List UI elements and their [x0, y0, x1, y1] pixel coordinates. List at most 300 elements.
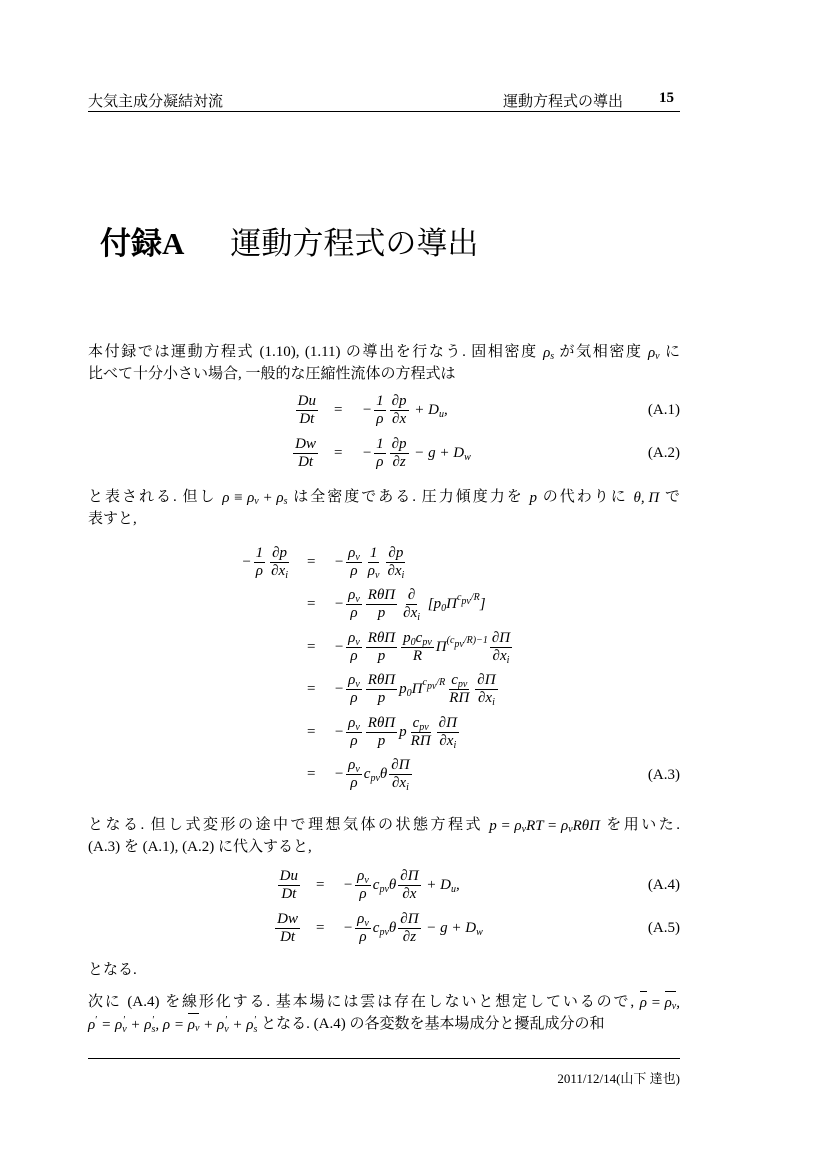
math-text: ∂ [391, 775, 400, 791]
subscript: s [283, 495, 288, 507]
superscripted-symbol [446, 592, 480, 613]
subscript: i [406, 782, 409, 793]
numerator [406, 587, 417, 605]
subscripted-symbol [399, 681, 412, 698]
subscript: v [364, 917, 369, 929]
numerator [346, 545, 362, 563]
subscripted-symbol [543, 342, 554, 364]
denominator [401, 605, 422, 622]
fraction [390, 436, 409, 471]
math-symbol: p [403, 629, 411, 646]
subscript: v [568, 823, 573, 835]
fraction [389, 757, 411, 792]
equals-sign: = [316, 919, 325, 936]
math-text: Dt [298, 453, 314, 470]
subscript: 0 [441, 603, 447, 614]
subscript: pv [422, 636, 432, 648]
denominator [491, 648, 512, 665]
subscript: v [355, 679, 360, 690]
math-text: − [362, 444, 373, 461]
equation-A3-row [0, 541, 826, 583]
math-text: − [343, 919, 354, 936]
subscripted-symbol [561, 815, 573, 837]
fraction [355, 911, 371, 946]
math-symbol: ρ [357, 910, 365, 927]
math-text: ρ ≡ [222, 489, 248, 506]
fraction [390, 393, 409, 428]
math-text: ρ [350, 775, 358, 791]
numerator [346, 672, 362, 690]
math-text: + [126, 1016, 145, 1033]
math-text: ρ [376, 410, 384, 427]
math-text: Du [297, 392, 316, 409]
denominator [279, 886, 298, 903]
denominator [374, 411, 385, 428]
numerator [254, 545, 266, 563]
math-symbol: ρ [187, 1017, 195, 1034]
math-text: + [199, 1016, 218, 1033]
subscripted-symbol [500, 648, 509, 665]
math-text: RθΠ [367, 672, 396, 688]
math-text: ρ [639, 995, 647, 1012]
numerator [411, 715, 431, 733]
subscript: pv [457, 679, 468, 690]
math-text: ∂z [392, 453, 406, 470]
fraction [346, 757, 362, 792]
subscripted-symbol [428, 402, 444, 419]
subscripted-symbol [217, 1014, 229, 1036]
numerator [401, 630, 434, 648]
math-text: /R [470, 592, 480, 603]
equation-rhs [334, 541, 408, 583]
denominator [366, 563, 382, 580]
subscripted-symbol [434, 596, 447, 613]
numerator [389, 757, 411, 775]
subscript: s [151, 1023, 156, 1035]
numerator [346, 715, 362, 733]
fraction [275, 911, 300, 946]
subscript: v [355, 721, 360, 733]
paragraph-result-line [88, 959, 680, 981]
math-text: ∂ [407, 587, 416, 603]
math-symbol: p [399, 681, 407, 697]
subscript: u [439, 408, 445, 420]
paragraph-substitution-text: となる. 但し式変形の途中で理想気体の状態方程式 [88, 817, 490, 833]
math-text: ∂Π [438, 714, 457, 731]
equals-sign: = [316, 876, 325, 893]
fraction [366, 715, 397, 750]
equation-A1 [0, 389, 826, 431]
denominator [376, 733, 388, 750]
math-text: 1 [369, 544, 378, 561]
math-text: ∂Π [391, 757, 410, 773]
math-symbol: ρ [88, 1016, 96, 1033]
math-symbol: c [451, 672, 458, 688]
equals-sign: = [307, 723, 316, 740]
math-symbol: ρ [357, 867, 365, 884]
equation-rhs [362, 389, 448, 431]
subscript: 0 [410, 636, 416, 648]
subscript: w [464, 451, 471, 463]
equation-number: (A.1) [647, 402, 680, 418]
math-text: ∂p [388, 544, 404, 561]
fraction [366, 587, 397, 622]
equation-lhs [294, 389, 320, 431]
denominator [390, 775, 411, 792]
paragraph-linearization-text: となる. (A.4) の各変数を基本場成分と擾乱成分の和 [257, 1016, 605, 1032]
footer-rule [88, 1058, 680, 1059]
subscripted-symbol [373, 920, 389, 937]
fraction [366, 672, 397, 707]
subscripted-symbol [348, 715, 360, 732]
numerator [366, 630, 397, 648]
paragraph-result-text: となる. [88, 962, 137, 978]
equals-sign: = [334, 444, 343, 461]
subscripted-symbol [449, 634, 464, 650]
math-text: p = [489, 817, 515, 834]
fraction [346, 715, 362, 750]
subscripted-symbol [357, 911, 369, 928]
fraction [437, 715, 459, 750]
math-text: , [456, 876, 460, 893]
math-symbol: ρ [348, 672, 356, 688]
subscript: pv [426, 681, 437, 692]
denominator [437, 733, 458, 750]
numerator [346, 757, 362, 775]
math-text: ∂ [271, 562, 279, 579]
subscript: v [374, 569, 380, 581]
math-text: ( [446, 634, 450, 646]
numerator [368, 545, 380, 563]
inline-math [88, 1013, 257, 1036]
subscript: 0 [406, 688, 412, 699]
math-symbol: ρ [348, 714, 356, 731]
math-text: R [412, 647, 423, 664]
math-text: ρ [255, 562, 263, 579]
math-text: ∂ [439, 732, 447, 749]
equation-rhs [334, 711, 461, 753]
math-text: − g + [422, 919, 466, 936]
subscripted-symbol [348, 757, 360, 774]
math-text: − [334, 766, 345, 782]
fraction [254, 545, 266, 580]
math-text: ∂x [392, 410, 407, 427]
math-text: + [410, 401, 429, 418]
subscripted-symbol [276, 487, 287, 509]
denominator [385, 563, 406, 580]
math-symbol: x [485, 690, 493, 706]
inline-math [634, 487, 660, 509]
numerator [366, 587, 397, 605]
subscript: i [401, 569, 405, 581]
math-symbol: c [412, 714, 420, 731]
math-symbol: c [415, 629, 423, 646]
equation-rhs [334, 754, 414, 796]
subscript: i [506, 654, 510, 666]
numerator [374, 393, 386, 411]
paragraph-intro-text: 比べて十分小さい場合, 一般的な圧縮性流体の方程式は [88, 366, 456, 382]
equation-number: (A.4) [647, 877, 680, 893]
math-symbol: x [499, 647, 507, 664]
math-text: p [377, 732, 386, 749]
math-text: p [377, 647, 386, 664]
subscripted-symbol [115, 1014, 127, 1036]
math-text: [ [424, 596, 434, 612]
math-symbol: ρ [246, 1016, 254, 1033]
math-text: = [646, 994, 665, 1011]
math-symbol: ρ [367, 562, 375, 579]
math-text: ∂p [391, 435, 407, 452]
math-text: ] [479, 596, 486, 612]
overlined-symbol [665, 991, 677, 1014]
denominator [374, 454, 385, 471]
subscript: v [355, 764, 360, 775]
math-text: RθΠ [367, 714, 396, 731]
math-text: ∂p [272, 544, 288, 561]
math-text: ∂Π [400, 867, 419, 884]
math-text: + [422, 876, 441, 893]
subscripted-symbol [357, 868, 369, 885]
fraction [401, 587, 422, 622]
fraction [401, 630, 434, 665]
paragraph-definition-line [88, 508, 680, 530]
math-text: − [343, 876, 354, 893]
math-text: ∂ [387, 562, 395, 579]
paragraph-linearization-line [88, 1013, 680, 1035]
subscript: s [253, 1023, 258, 1035]
fraction [278, 868, 300, 903]
math-text: ∂p [391, 392, 407, 409]
superscript: ′ [123, 1014, 126, 1026]
subscripted-symbol [364, 766, 380, 783]
fraction [293, 436, 318, 471]
subscript: pv [370, 773, 380, 784]
math-symbol: ρ [560, 817, 569, 834]
math-text: ρ [350, 605, 358, 621]
math-symbol: D [428, 401, 440, 418]
math-text: − [334, 638, 345, 655]
math-symbol: c [372, 876, 380, 893]
denominator [278, 929, 297, 946]
subscripted-symbol [422, 677, 437, 692]
subscripted-symbol [348, 672, 360, 689]
subscripted-symbol [368, 563, 380, 580]
overlined-symbol [188, 1013, 200, 1036]
math-symbol: p [433, 596, 442, 612]
subscripted-symbol [648, 342, 660, 364]
math-text: − [362, 401, 373, 418]
math-text: Dt [299, 410, 315, 427]
numerator [355, 911, 371, 929]
math-symbol: ρ [543, 344, 551, 361]
math-symbol: c [456, 592, 462, 603]
numerator [390, 393, 409, 411]
numerator [437, 715, 459, 733]
fraction [355, 868, 371, 903]
paragraph-substitution-text: (A.3) を (A.1), (A.2) に代入すると, [88, 839, 312, 855]
superscript [446, 634, 488, 650]
numerator [296, 393, 318, 411]
paragraph-linearization-text: 次に (A.4) を線形化する. 基本場には雲は存在しないと想定しているので, [88, 994, 640, 1010]
fraction [490, 630, 512, 665]
subscript: pv [419, 721, 429, 733]
fraction [346, 545, 362, 580]
math-text: RθΠ [367, 629, 396, 646]
equation-A3-row [0, 669, 826, 711]
equation-A3-row [0, 754, 826, 796]
superscript: ′ [225, 1014, 228, 1026]
subscripted-symbol [440, 877, 456, 894]
math-text: ∂z [402, 928, 417, 945]
superscript [456, 592, 480, 607]
fraction [346, 587, 362, 622]
running-header-title: 大気主成分凝結対流 [88, 94, 224, 110]
math-text: , [444, 401, 448, 418]
math-symbol: D [440, 876, 451, 893]
math-symbol: ρ [664, 995, 672, 1012]
math-text: ρ [350, 562, 358, 579]
math-text: θ [388, 919, 397, 936]
math-text: ρ [359, 885, 367, 902]
equation-number: (A.2) [647, 445, 680, 461]
paragraph-definition-text: と表される. 但し [88, 489, 223, 505]
math-text: − [241, 553, 252, 570]
subscripted-symbol [246, 1014, 257, 1036]
inline-math [530, 487, 538, 509]
subscript: pv [454, 638, 464, 650]
denominator [254, 563, 265, 580]
subscript: v [364, 874, 369, 886]
math-text: ∂ [492, 647, 500, 664]
subscript: v [122, 1023, 127, 1035]
math-text: − [334, 553, 345, 570]
math-symbol: D [453, 444, 465, 461]
subscript: v [521, 823, 527, 835]
math-text: p [529, 489, 537, 506]
math-symbol: ρ [647, 344, 656, 361]
math-text: RΠ [449, 690, 470, 706]
math-symbol: Π [435, 638, 447, 655]
math-symbol: ρ [348, 544, 356, 561]
subscripted-symbol [403, 630, 416, 647]
fraction [374, 436, 386, 471]
superscript [422, 677, 446, 692]
denominator [401, 929, 418, 946]
page-number: 15 [659, 90, 674, 106]
subscripted-symbol [373, 877, 389, 894]
subscripted-symbol [514, 815, 526, 837]
math-symbol: ρ [144, 1016, 152, 1033]
subscripted-symbol [144, 1014, 155, 1036]
equals-sign: = [307, 638, 316, 655]
denominator [297, 411, 316, 428]
math-text: Dt [281, 885, 297, 902]
subscript: v [355, 594, 360, 605]
math-symbol: ρ [514, 817, 522, 834]
subscripted-symbol [416, 630, 432, 647]
fraction [346, 630, 362, 665]
math-symbol: Π [411, 681, 423, 697]
denominator [296, 454, 315, 471]
math-symbol: ρ [348, 629, 356, 646]
math-symbol: Π [446, 596, 457, 612]
subscripted-symbol [451, 672, 467, 689]
fraction [409, 715, 433, 750]
math-symbol: c [449, 634, 455, 646]
fraction [366, 545, 382, 580]
numerator [366, 672, 397, 690]
numerator [346, 587, 362, 605]
numerator [366, 715, 397, 733]
subscript: u [451, 883, 456, 895]
numerator [398, 868, 420, 886]
math-text: ∂Π [477, 672, 496, 688]
math-text: − [334, 723, 345, 740]
math-symbol: c [363, 766, 371, 782]
math-text: ∂Π [400, 910, 419, 927]
subscript: v [671, 1001, 677, 1013]
math-symbol: ρ [217, 1016, 225, 1033]
equation-lhs [276, 864, 302, 906]
math-text: p [399, 723, 407, 740]
equation-A2 [0, 432, 826, 474]
math-text: RT = [526, 817, 561, 834]
subscript: pv [379, 926, 389, 938]
numerator [490, 630, 512, 648]
superscripted-symbol [435, 634, 488, 656]
denominator [376, 605, 388, 622]
numerator [355, 868, 371, 886]
paragraph-substitution-text: を用いた. [599, 817, 680, 833]
subscript: v [355, 551, 360, 563]
fraction [296, 393, 318, 428]
math-text: ρ [359, 928, 367, 945]
math-symbol: x [446, 732, 454, 749]
subscript: v [194, 1023, 200, 1035]
equals-sign: = [307, 596, 316, 612]
math-text: ∂Π [491, 629, 511, 646]
paragraph-definition-line [88, 486, 680, 508]
equation-rhs [334, 669, 500, 711]
subscript: v [254, 495, 259, 507]
paragraph-intro-text: に [659, 344, 680, 360]
superscript: ′ [254, 1014, 257, 1026]
math-text: RΠ [410, 732, 431, 749]
inline-math [640, 991, 680, 1014]
paragraph-substitution-line [88, 836, 680, 858]
denominator [376, 648, 388, 665]
subscripted-symbol [348, 545, 360, 562]
running-header-section: 運動方程式の導出 [503, 94, 624, 110]
numerator [398, 911, 420, 929]
subscript: pv [461, 596, 471, 607]
math-text: Du [279, 867, 298, 884]
equation-number: (A.5) [647, 920, 680, 936]
inline-math [489, 815, 600, 837]
subscripted-symbol [465, 920, 483, 937]
equation-lhs [291, 432, 320, 474]
subscripted-symbol [399, 775, 408, 792]
paragraph-intro-text: 本付録では運動方程式 (1.10), (1.11) の導出を行なう. 固相密度 [88, 344, 544, 360]
math-symbol: ρ [276, 489, 284, 506]
math-text: = [97, 1016, 116, 1033]
numerator [475, 672, 497, 690]
fraction [475, 672, 497, 707]
math-text: − [334, 681, 345, 697]
paragraph-intro-line [88, 341, 680, 363]
equals-sign: = [334, 401, 343, 418]
math-text: 1 [376, 392, 384, 409]
